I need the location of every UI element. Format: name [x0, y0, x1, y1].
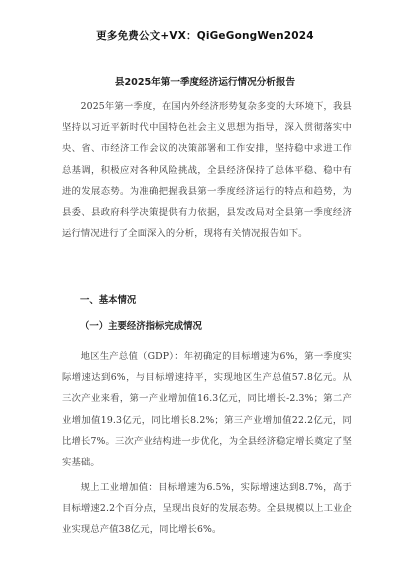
- intro-paragraph: 2025年第一季度，在国内外经济形势复杂多变的大环境下，我县坚持以习近平新时代中国特色社会主义思想为指导，深入贯彻落实中央、省、市经济工作会议的决策部署和工作安排，坚持稳中求进工作总基调，积极应对各种风险挑战，全县经济保持了总体平稳、稳中有进的发展态势。为准确把握我县第一季度经济运行的特点和趋势，为县委、县政府科学决策提供有力依据，县发改局对全县第一季度经济运行情况进行了全面深入的分析，现将有关情况报告如下。: [62, 101, 352, 240]
- watermark-text: 更多免费公文+VX：QiGeGongWen2024: [96, 30, 314, 42]
- document-title: 县2025年第一季度经济运行情况分析报告: [114, 77, 296, 88]
- gdp-paragraph: 地区生产总值（GDP）：年初确定的目标增速为6%，第一季度实际增速达到6%，与目标增速持平，实现地区生产总值57.8亿元。从三次产业来看，第一产业增加值16.3亿元，同比增长-2.3%；第二产业增加值19.3亿元，同比增长8.2%；第三产业增加值22.2亿元，同比增长7%。三次产业结构进一步优化，为全县经济稳定增长奠定了坚实基础。: [62, 351, 352, 469]
- industry-paragraph: 规上工业增加值：目标增速为6.5%，实际增速达到8.7%，高于目标增速2.2个百分点，呈现出良好的发展态势。全县规模以上工业企业实现总产值38亿元，同比增长6%。: [62, 482, 352, 536]
- section-heading-basic-situation: 一、基本情况: [80, 295, 137, 306]
- subsection-heading-main-indicators: （一）主要经济指标完成情况: [80, 321, 202, 332]
